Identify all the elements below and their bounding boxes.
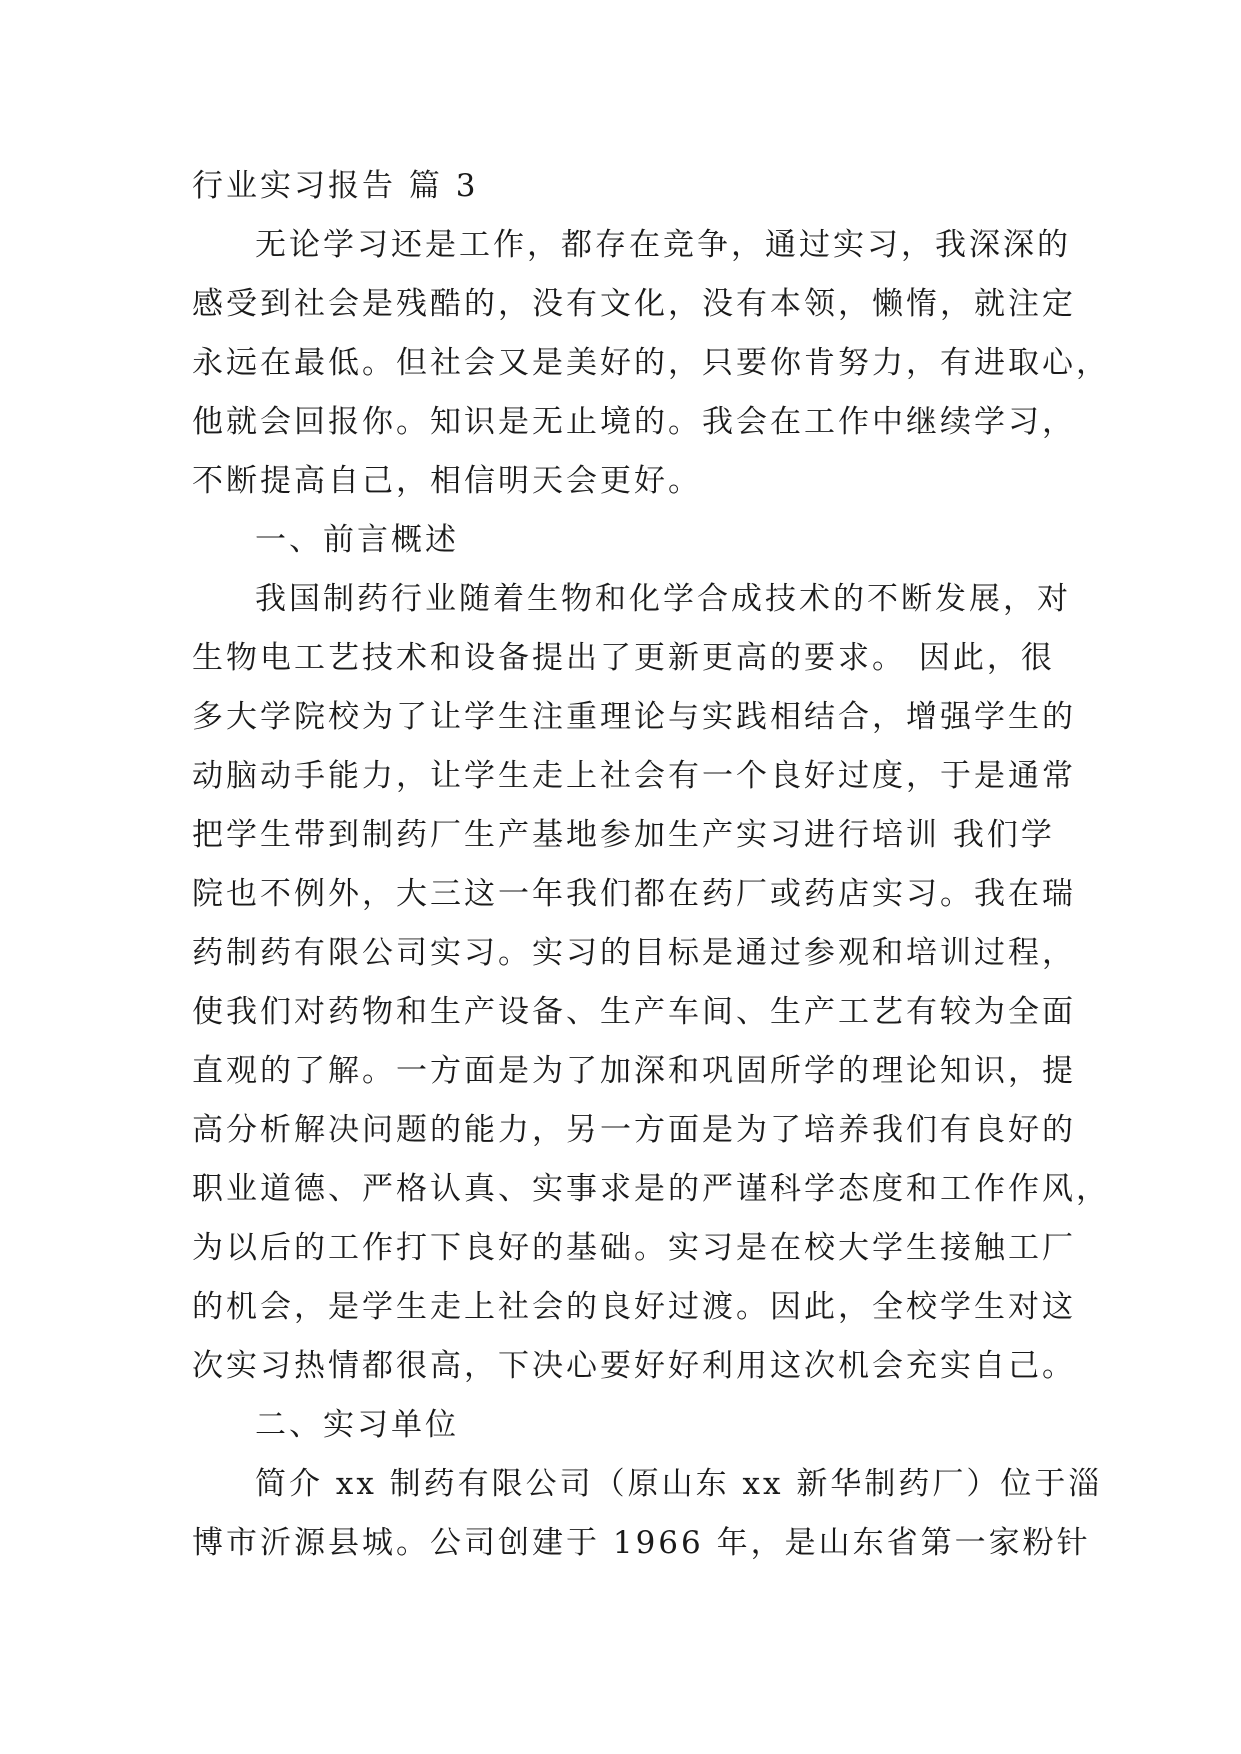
section-heading: 二、实习单位 xyxy=(255,1407,459,1443)
text-line: 无论学习还是工作，都存在竞争，通过实习，我深深的 xyxy=(255,227,1071,263)
text-line: 简介 xx 制药有限公司（原山东 xx 新华制药厂）位于淄 xyxy=(255,1466,1103,1502)
text-line: 我国制药行业随着生物和化学合成技术的不断发展，对 xyxy=(255,581,1071,617)
text-line: 感受到社会是残酷的，没有文化，没有本领，懒惰，就注定 xyxy=(192,286,1076,322)
section-heading: 一、前言概述 xyxy=(255,522,459,558)
text-line: 动脑动手能力，让学生走上社会有一个良好过度，于是通常 xyxy=(192,758,1076,794)
text-line: 为以后的工作打下良好的基础。实习是在校大学生接触工厂 xyxy=(192,1230,1076,1266)
text-line: 职业道德、严格认真、实事求是的严谨科学态度和工作作风， xyxy=(192,1171,1110,1207)
document-body xyxy=(192,157,1110,1573)
text-line: 把学生带到制药厂生产基地参加生产实习进行培训 我们学 xyxy=(192,817,1055,853)
text-line: 使我们对药物和生产设备、生产车间、生产工艺有较为全面 xyxy=(192,994,1076,1030)
document-title: 行业实习报告 篇 3 xyxy=(192,168,479,204)
text-line: 多大学院校为了让学生注重理论与实践相结合，增强学生的 xyxy=(192,699,1076,735)
text-line: 他就会回报你。知识是无止境的。我会在工作中继续学习， xyxy=(192,404,1076,440)
text-line: 高分析解决问题的能力，另一方面是为了培养我们有良好的 xyxy=(192,1112,1076,1148)
text-line: 次实习热情都很高，下决心要好好利用这次机会充实自己。 xyxy=(192,1348,1076,1384)
text-line: 院也不例外，大三这一年我们都在药厂或药店实习。我在瑞 xyxy=(192,876,1076,912)
text-line: 药制药有限公司实习。实习的目标是通过参观和培训过程， xyxy=(192,935,1076,971)
text-line: 博市沂源县城。公司创建于 1966 年，是山东省第一家粉针 xyxy=(192,1525,1091,1561)
text-line: 的机会，是学生走上社会的良好过渡。因此，全校学生对这 xyxy=(192,1289,1076,1325)
text-line: 直观的了解。一方面是为了加深和巩固所学的理论知识，提 xyxy=(192,1053,1076,1089)
text-line: 生物电工艺技术和设备提出了更新更高的要求。 因此，很 xyxy=(192,640,1055,676)
text-line: 不断提高自己，相信明天会更好。 xyxy=(192,463,702,499)
text-line: 永远在最低。但社会又是美好的，只要你肯努力，有进取心， xyxy=(192,345,1110,381)
